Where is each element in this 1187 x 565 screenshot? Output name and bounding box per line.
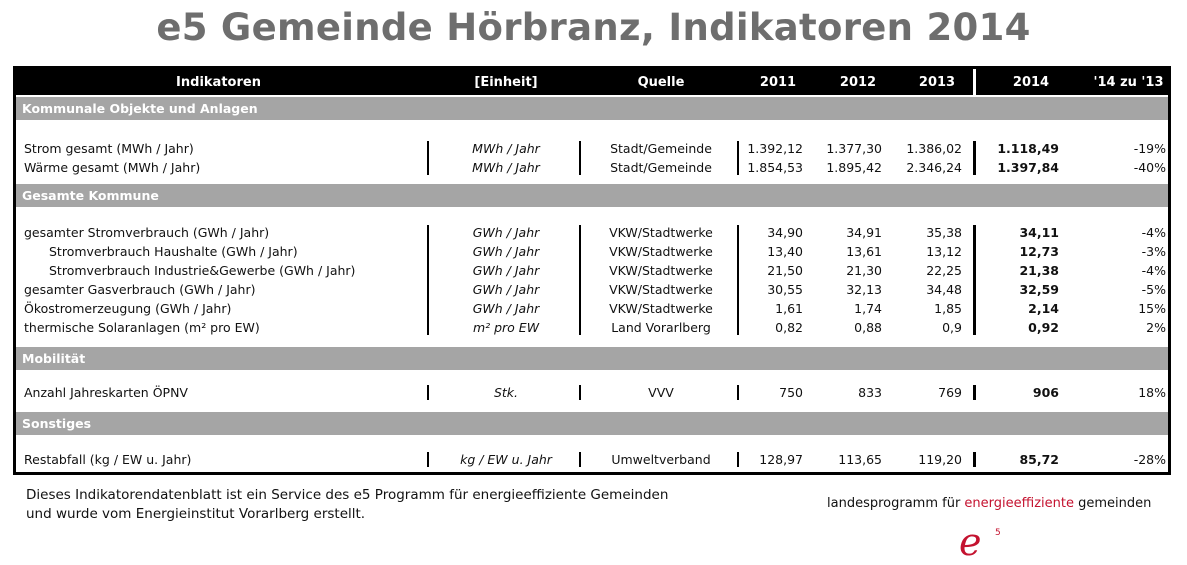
- table-header: [16, 69, 1168, 95]
- cell-2014: 2,14: [1028, 301, 1059, 316]
- table-row: [16, 158, 1168, 177]
- cell-2014: 21,38: [1019, 263, 1059, 278]
- brand-tagline-pre: landesprogramm für: [827, 496, 965, 511]
- cell-source: Stadt/Gemeinde: [610, 160, 712, 175]
- indicator-table: [13, 66, 1171, 475]
- cell-unit: GWh / Jahr: [472, 244, 540, 259]
- cell-change: -40%: [1133, 160, 1166, 175]
- cell-change: -4%: [1141, 263, 1166, 278]
- brand-tagline-accent: energieeffiziente: [964, 496, 1074, 511]
- cell-2012: 1.895,42: [826, 160, 882, 175]
- cell-2013: 35,38: [926, 225, 962, 240]
- cell-unit: GWh / Jahr: [472, 263, 540, 278]
- cell-change: -19%: [1133, 141, 1166, 156]
- cell-indicator: thermische Solaranlagen (m² pro EW): [24, 320, 260, 335]
- cell-indicator: gesamter Gasverbrauch (GWh / Jahr): [24, 282, 256, 297]
- page-title: e5 Gemeinde Hörbranz, Indikatoren 2014: [156, 6, 1031, 49]
- cell-unit: MWh / Jahr: [472, 160, 540, 175]
- cell-source: VKW/Stadtwerke: [609, 225, 713, 240]
- table-row: [16, 450, 1168, 469]
- table-row: [16, 318, 1168, 337]
- cell-2014: 34,11: [1019, 225, 1059, 240]
- cell-unit: GWh / Jahr: [472, 225, 540, 240]
- header-2011: 2011: [759, 75, 797, 90]
- section-header: Mobilität: [16, 347, 1168, 370]
- cell-2012: 13,61: [846, 244, 882, 259]
- cell-indicator: gesamter Stromverbrauch (GWh / Jahr): [24, 225, 270, 240]
- cell-indicator: Ökostromerzeugung (GWh / Jahr): [24, 301, 232, 316]
- table-row: [16, 223, 1168, 242]
- cell-2012: 1.377,30: [826, 141, 882, 156]
- cell-indicator: Wärme gesamt (MWh / Jahr): [24, 160, 201, 175]
- cell-unit: m² pro EW: [472, 320, 540, 335]
- table-row: [16, 383, 1168, 402]
- cell-2014: 12,73: [1019, 244, 1059, 259]
- cell-source: Umweltverband: [611, 452, 711, 467]
- cell-2012: 833: [858, 385, 882, 400]
- footer-line-1: Dieses Indikatorendatenblatt ist ein Service des e5 Programm für energieeffiziente Gemeinden: [26, 487, 669, 503]
- brand-tagline: [827, 496, 1151, 511]
- cell-2011: 1,61: [775, 301, 803, 316]
- cell-source: Stadt/Gemeinde: [610, 141, 712, 156]
- section-header: Sonstiges: [16, 412, 1168, 435]
- table-row: [16, 261, 1168, 280]
- cell-source: VKW/Stadtwerke: [609, 263, 713, 278]
- cell-2011: 34,90: [767, 225, 803, 240]
- cell-2014: 1.118,49: [997, 141, 1059, 156]
- cell-unit: Stk.: [493, 385, 519, 400]
- cell-2013: 22,25: [926, 263, 962, 278]
- header-indikatoren: Indikatoren: [176, 75, 261, 90]
- header-2012: 2012: [839, 75, 877, 90]
- logo-superscript: 5: [995, 528, 1001, 538]
- cell-2013: 13,12: [926, 244, 962, 259]
- cell-2011: 128,97: [759, 452, 803, 467]
- header-change: '14 zu '13: [1093, 75, 1164, 90]
- cell-source: VKW/Stadtwerke: [609, 244, 713, 259]
- cell-unit: MWh / Jahr: [472, 141, 540, 156]
- cell-indicator: Stromverbrauch Industrie&Gewerbe (GWh / Jahr): [49, 263, 356, 278]
- cell-indicator: Restabfall (kg / EW u. Jahr): [24, 452, 192, 467]
- cell-2011: 13,40: [767, 244, 803, 259]
- cell-unit: GWh / Jahr: [472, 301, 540, 316]
- table-row: [16, 299, 1168, 318]
- cell-indicator: Strom gesamt (MWh / Jahr): [24, 141, 194, 156]
- cell-change: -4%: [1141, 225, 1166, 240]
- cell-2012: 0,88: [854, 320, 882, 335]
- header-2013: 2013: [918, 75, 956, 90]
- cell-2014: 0,92: [1028, 320, 1059, 335]
- section-header: Gesamte Kommune: [16, 184, 1168, 207]
- cell-2011: 21,50: [767, 263, 803, 278]
- cell-2013: 0,9: [942, 320, 962, 335]
- table-row: [16, 280, 1168, 299]
- cell-indicator: Stromverbrauch Haushalte (GWh / Jahr): [49, 244, 298, 259]
- table-row: [16, 139, 1168, 158]
- cell-2012: 113,65: [838, 452, 882, 467]
- cell-2011: 750: [779, 385, 803, 400]
- cell-2012: 1,74: [854, 301, 882, 316]
- cell-2012: 34,91: [846, 225, 882, 240]
- cell-unit: kg / EW u. Jahr: [460, 452, 552, 467]
- cell-2013: 769: [938, 385, 962, 400]
- cell-2014: 85,72: [1019, 452, 1059, 467]
- cell-source: Land Vorarlberg: [611, 320, 711, 335]
- cell-source: VKW/Stadtwerke: [609, 301, 713, 316]
- footer-note: [26, 486, 668, 524]
- header-quelle: Quelle: [637, 75, 685, 90]
- cell-unit: GWh / Jahr: [472, 282, 540, 297]
- cell-2013: 1.386,02: [906, 141, 962, 156]
- cell-2014: 1.397,84: [997, 160, 1059, 175]
- logo-letter: e: [959, 520, 982, 560]
- header-2014: 2014: [1012, 75, 1050, 90]
- cell-source: VKW/Stadtwerke: [609, 282, 713, 297]
- cell-2013: 34,48: [926, 282, 962, 297]
- cell-2014: 906: [1032, 385, 1059, 400]
- cell-2012: 32,13: [846, 282, 882, 297]
- section-header: Kommunale Objekte und Anlagen: [16, 97, 1168, 120]
- cell-change: -28%: [1133, 452, 1166, 467]
- cell-2013: 2.346,24: [906, 160, 962, 175]
- cell-2011: 1.854,53: [747, 160, 803, 175]
- cell-2013: 119,20: [918, 452, 962, 467]
- cell-indicator: Anzahl Jahreskarten ÖPNV: [24, 385, 188, 400]
- table-row: [16, 242, 1168, 261]
- cell-2013: 1,85: [934, 301, 962, 316]
- cell-2012: 21,30: [846, 263, 882, 278]
- cell-2011: 1.392,12: [747, 141, 803, 156]
- cell-change: 2%: [1146, 320, 1166, 335]
- cell-change: -3%: [1141, 244, 1166, 259]
- cell-2011: 30,55: [767, 282, 803, 297]
- brand-tagline-post: gemeinden: [1073, 496, 1152, 511]
- cell-2011: 0,82: [775, 320, 803, 335]
- e5-logo: [957, 520, 1007, 560]
- cell-source: VVV: [648, 385, 674, 400]
- cell-change: -5%: [1141, 282, 1166, 297]
- cell-2014: 32,59: [1019, 282, 1059, 297]
- cell-change: 18%: [1138, 385, 1166, 400]
- cell-change: 15%: [1138, 301, 1166, 316]
- footer-line-2: und wurde vom Energieinstitut Vorarlberg erstellt.: [26, 506, 366, 522]
- header-einheit: [Einheit]: [474, 75, 538, 90]
